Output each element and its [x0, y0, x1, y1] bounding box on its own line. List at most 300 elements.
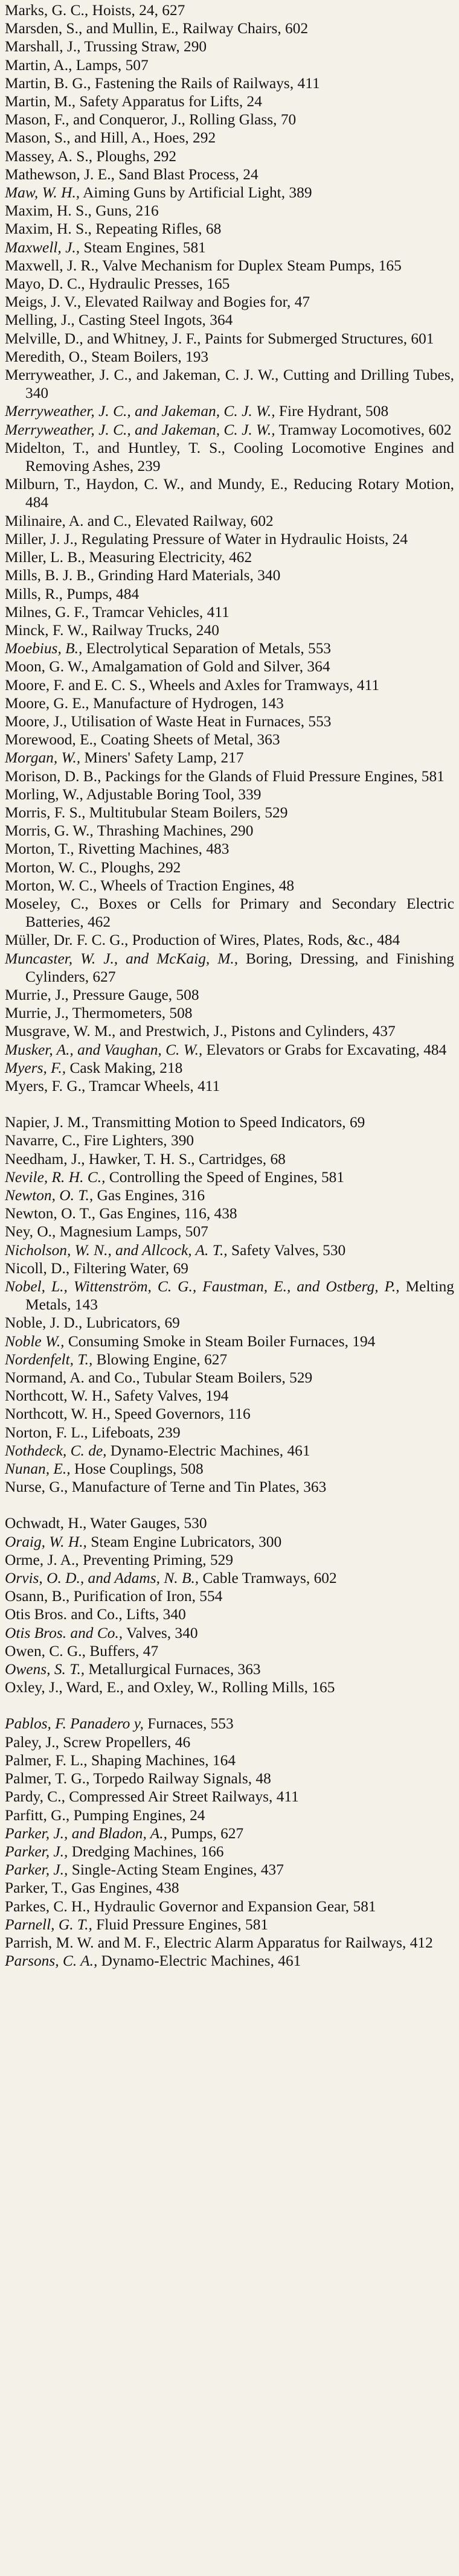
entry-name: Owen, C. G., — [5, 1642, 86, 1660]
entry-subject: Purification of Iron, 554 — [73, 1588, 223, 1605]
entry-subject: Safety Valves, 530 — [231, 1241, 346, 1259]
entry-name: Nothdeck, C. de, — [5, 1442, 107, 1459]
index-entry — [5, 749, 454, 767]
entry-subject: Cooling Locomotive Engines and Removing Ashes, 239 — [25, 439, 454, 475]
entry-name: Nurse, G., — [5, 1478, 68, 1496]
entry-name: Northcott, W. H., — [5, 1405, 111, 1423]
entry-name: Nevile, R. H. C., — [5, 1168, 106, 1186]
entry-name: Otis Bros. and Co., — [5, 1606, 123, 1623]
entry-name: Maxwell, J. R., — [5, 257, 99, 274]
entry-subject: Cable Tramways, 602 — [202, 1570, 337, 1587]
index-entry — [5, 1387, 454, 1405]
index-entry — [5, 1424, 454, 1442]
entry-subject: Wheels of Traction Engines, 48 — [100, 877, 295, 894]
entry-name: Moore, F. and E. C. S., — [5, 676, 146, 694]
entry-name: Myers, F., — [5, 1059, 66, 1076]
entry-name: Morling, W., — [5, 785, 83, 803]
index-entry — [5, 202, 454, 220]
index-entry — [5, 19, 454, 37]
entry-name: Palmer, T. G., — [5, 1770, 90, 1788]
entry-subject: Preventing Priming, 529 — [83, 1551, 234, 1568]
index-entry — [5, 330, 454, 348]
index-entry — [5, 1241, 454, 1259]
entry-name: Meredith, O., — [5, 348, 88, 365]
entry-name: Noble W., — [5, 1332, 65, 1350]
entry-subject: Hydraulic Presses, 165 — [88, 275, 230, 293]
entry-subject: Wheels and Axles for Tramways, 411 — [149, 676, 380, 694]
entry-name: Miller, J. J., — [5, 530, 78, 548]
index-entry — [5, 275, 454, 293]
entry-name: Moseley, C., — [5, 895, 89, 912]
index-entry — [5, 986, 454, 1004]
entry-name: Moon, G. W., — [5, 658, 89, 676]
index-entry — [5, 1934, 454, 1952]
index-entry — [5, 1678, 454, 1696]
entry-subject: Water Gauges, 530 — [90, 1515, 207, 1532]
index-entry — [5, 767, 454, 785]
index-entry — [5, 785, 454, 804]
entry-name: Musgrave, W. M., and Prestwich, J., — [5, 1023, 228, 1040]
entry-subject: Shaping Machines, 164 — [91, 1751, 236, 1769]
entry-subject: Sand Blast Process, 24 — [118, 165, 258, 183]
index-entry — [5, 1460, 454, 1478]
entry-subject: Hydraulic Governor and Expansion Gear, 581 — [94, 1897, 376, 1915]
entry-subject: Multitubular Steam Boilers, 529 — [89, 804, 288, 821]
index-entry — [5, 566, 454, 584]
index-entry — [5, 1769, 454, 1788]
entry-subject: Tubular Steam Boilers, 529 — [143, 1369, 313, 1387]
entry-name: Miller, L. B., — [5, 549, 85, 566]
entry-name: Newton, O. T., — [5, 1187, 94, 1204]
entry-name: Ney, O., — [5, 1223, 56, 1241]
entry-name: Parker, J., and Bladon, A., — [5, 1824, 167, 1842]
index-entry — [5, 110, 454, 129]
entry-name: Nicholson, W. N., and Allcock, A. T., — [5, 1241, 228, 1259]
entry-subject: Tramcar Wheels, 411 — [89, 1077, 220, 1095]
index-entry — [5, 1533, 454, 1551]
index-entry — [5, 548, 454, 566]
entry-subject: Valves, 340 — [126, 1624, 198, 1641]
entry-name: Parker, J., — [5, 1843, 68, 1860]
entry-name: Maxwell, J., — [5, 238, 80, 256]
entry-subject: Cutting and Drilling Tubes, 340 — [25, 366, 454, 402]
entry-subject: Tramcar Vehicles, 411 — [92, 603, 230, 621]
entry-name: Orvis, O. D., and Adams, N. B., — [5, 1570, 199, 1587]
entry-name: Murrie, J., — [5, 1005, 69, 1022]
entry-name: Pablos, F. Panadero y, — [5, 1715, 144, 1733]
entry-subject: Pistons and Cylinders, 437 — [231, 1023, 396, 1040]
index-entry — [5, 1806, 454, 1824]
entry-subject: Fire Hydrant, 508 — [278, 403, 389, 420]
index-entry — [5, 293, 454, 311]
entry-name: Murrie, J., — [5, 986, 69, 1003]
entry-subject: Elevated Railway and Bogies for, 47 — [85, 293, 310, 311]
entry-subject: Fluid Pressure Engines, 581 — [96, 1916, 269, 1933]
entry-subject: Steam Engines, 581 — [83, 238, 206, 256]
index-entry — [5, 1733, 454, 1751]
entry-subject: Elevated Railway, 602 — [135, 512, 274, 529]
index-entry — [5, 657, 454, 676]
index-entry — [5, 512, 454, 530]
entry-subject: Packings for the Glands of Fluid Pressure Engines, 581 — [104, 767, 445, 785]
entry-name: Mathewson, J. E., — [5, 165, 115, 183]
entry-name: Palmer, F. L., — [5, 1751, 88, 1769]
entry-name: Merryweather, J. C., and Jakeman, C. J. W., — [5, 403, 275, 420]
entry-name: Ochwadt, H., — [5, 1515, 87, 1532]
entry-name: Pardy, C., — [5, 1788, 65, 1806]
index-entry — [5, 1916, 454, 1934]
index-entry — [5, 1259, 454, 1277]
entry-name: Morton, W. C., — [5, 858, 97, 876]
index-entry — [5, 1350, 454, 1369]
entry-subject: Electric Alarm Apparatus for Railways, 412 — [164, 1934, 433, 1951]
entry-subject: Lifts, 340 — [126, 1606, 186, 1623]
entry-subject: Boring, Dressing, and Finishing Cylinders, 627 — [25, 950, 454, 985]
entry-subject: Measuring Electricity, 462 — [89, 549, 252, 566]
entry-name: Morison, D. B., — [5, 767, 101, 785]
entry-subject: Utilisation of Waste Heat in Furnaces, 553 — [71, 712, 332, 730]
entry-subject: Steam Engine Lubricators, 300 — [91, 1533, 282, 1550]
index-entry — [5, 603, 454, 621]
entry-name: Orme, J. A., — [5, 1551, 79, 1568]
entry-name: Norton, F. L., — [5, 1424, 88, 1441]
index-entry — [5, 1843, 454, 1861]
section-gap — [5, 1095, 454, 1113]
index-entry — [5, 165, 454, 184]
index-entry — [5, 676, 454, 694]
index-entry — [5, 439, 454, 475]
index-entry — [5, 184, 454, 202]
entry-subject: Rivetting Machines, 483 — [78, 840, 230, 858]
index-entry — [5, 1715, 454, 1733]
index-entry — [5, 1004, 454, 1022]
entry-subject: Steam Boilers, 193 — [91, 348, 209, 365]
entry-name: Northcott, W. H., — [5, 1387, 111, 1405]
entry-subject: Cartridges, 68 — [199, 1150, 286, 1168]
index-entry — [5, 895, 454, 931]
entry-name: Merryweather, J. C., and Jakeman, C. J. W., — [5, 421, 275, 438]
index-entry — [5, 1168, 454, 1186]
index-entry — [5, 639, 454, 657]
entry-subject: Lifeboats, 239 — [91, 1424, 181, 1441]
entry-name: Nunan, E., — [5, 1460, 71, 1478]
entry-subject: Safety Apparatus for Lifts, 24 — [79, 93, 262, 110]
entry-subject: Rolling Mills, 165 — [222, 1679, 335, 1696]
entry-name: Nobel, L., Wittenström, C. G., Faustman, E., and Ostberg, P., — [5, 1278, 400, 1296]
index-entry — [5, 56, 454, 74]
index-entry — [5, 257, 454, 275]
entry-subject: Elevators or Grabs for Excavating, 484 — [206, 1041, 447, 1058]
entry-subject: Rolling Glass, 70 — [189, 111, 297, 129]
entry-name: Musker, A., and Vaughan, C. W., — [5, 1041, 203, 1058]
entry-name: Osann, B., — [5, 1588, 70, 1605]
entry-subject: Ploughs, 292 — [96, 147, 177, 165]
index-entry — [5, 311, 454, 329]
entry-name: Martin, A., — [5, 56, 72, 74]
entry-subject: Railway Chairs, 602 — [182, 20, 309, 37]
entry-name: Morris, F. S., — [5, 804, 86, 821]
entry-subject: Lamps, 507 — [75, 56, 149, 74]
entry-subject: Aiming Guns by Artificial Light, 389 — [83, 184, 312, 202]
index-entry — [5, 1751, 454, 1769]
entry-subject: Miners' Safety Lamp, 217 — [84, 749, 244, 767]
index-entry — [5, 1624, 454, 1642]
entry-subject: Torpedo Railway Signals, 48 — [93, 1770, 271, 1788]
entry-subject: Filtering Water, 69 — [73, 1259, 188, 1277]
entry-name: Oxley, J., Ward, E., and Oxley, W., — [5, 1679, 219, 1696]
entry-name: Mason, F., and Conqueror, J., — [5, 111, 185, 129]
entry-subject: Pumping Engines, 24 — [73, 1806, 205, 1824]
index-entry — [5, 1405, 454, 1423]
entry-subject: Tramway Locomotives, 602 — [278, 421, 452, 438]
index-entry — [5, 1204, 454, 1222]
entry-name: Marsden, S., and Mullin, E., — [5, 20, 179, 37]
index-entry — [5, 1897, 454, 1916]
index-entry — [5, 1952, 454, 1970]
entry-name: Moebius, B., — [5, 640, 83, 657]
section-gap — [5, 1496, 454, 1514]
entry-name: Mason, S., and Hill, A., — [5, 129, 150, 147]
index-entry — [5, 621, 454, 639]
entry-subject: Pumps, 484 — [66, 585, 140, 602]
index-entry — [5, 348, 454, 366]
entry-name: Mills, R., — [5, 585, 63, 602]
entry-name: Otis Bros. and Co., — [5, 1624, 123, 1641]
entry-subject: Melting Metals, 143 — [25, 1278, 454, 1314]
index-entry — [5, 822, 454, 840]
index-entry — [5, 1131, 454, 1149]
index-entry — [5, 1369, 454, 1387]
entry-subject: Trussing Straw, 290 — [84, 38, 207, 56]
entry-name: Paley, J., — [5, 1733, 60, 1751]
index-entry — [5, 1277, 454, 1314]
index-entry — [5, 1442, 454, 1460]
index-entry — [5, 585, 454, 603]
index-entry — [5, 1660, 454, 1678]
entry-name: Moore, G. E., — [5, 694, 89, 712]
entry-name: Moore, J., — [5, 712, 67, 730]
entry-name: Morewood, E., — [5, 731, 97, 749]
index-entry — [5, 1879, 454, 1897]
index-entry — [5, 1113, 454, 1131]
entry-subject: Consuming Smoke in Steam Boiler Furnaces, 194 — [68, 1332, 376, 1350]
entry-name: Parfitt, G., — [5, 1806, 70, 1824]
index-entry — [5, 1478, 454, 1496]
entry-subject: Pressure Gauge, 508 — [72, 986, 199, 1003]
entry-name: Noble, J. D., — [5, 1314, 83, 1332]
entry-subject: Railway Trucks, 240 — [92, 621, 219, 639]
entry-subject: Repeating Rifles, 68 — [95, 220, 222, 238]
index-entry — [5, 1551, 454, 1569]
index-entry — [5, 1642, 454, 1660]
entry-subject: Gas Engines, 116, 438 — [99, 1205, 237, 1222]
index-entry — [5, 1861, 454, 1879]
entry-name: Normand, A. and Co., — [5, 1369, 140, 1387]
section-gap — [5, 1696, 454, 1715]
entry-subject: Pumps, 627 — [171, 1824, 244, 1842]
index-entry — [5, 74, 454, 92]
entry-name: Nicoll, D., — [5, 1259, 70, 1277]
entry-name: Müller, Dr. F. C. G., — [5, 932, 129, 949]
entry-subject: Grinding Hard Materials, 340 — [98, 567, 281, 584]
entry-name: Martin, B. G., — [5, 74, 91, 92]
index-entry — [5, 950, 454, 986]
entry-name: Maxim, H. S., — [5, 220, 92, 238]
entry-name: Maxim, H. S., — [5, 202, 92, 220]
entry-subject: Coating Sheets of Metal, 363 — [100, 731, 280, 749]
entry-subject: Transmitting Motion to Speed Indicators, 69 — [92, 1114, 365, 1131]
entry-subject: Dynamo-Electric Machines, 461 — [101, 1952, 301, 1970]
entry-subject: Single-Acting Steam Engines, 437 — [71, 1861, 284, 1879]
entry-subject: Hoists, 24, 627 — [92, 2, 185, 19]
index-entry — [5, 1788, 454, 1806]
entry-subject: Screw Propellers, 46 — [63, 1733, 191, 1751]
entry-name: Parrish, M. W. and M. F., — [5, 1934, 160, 1951]
entry-subject: Adjustable Boring Tool, 339 — [86, 785, 262, 803]
entry-name: Muncaster, W. J., and McKaig, M., — [5, 950, 239, 967]
index-entry — [5, 37, 454, 56]
index-entry — [5, 1, 454, 19]
entry-subject: Cask Making, 218 — [69, 1059, 183, 1076]
entry-subject: Buffers, 47 — [89, 1642, 159, 1660]
index-entry — [5, 730, 454, 749]
index-entry — [5, 1605, 454, 1623]
entry-subject: Hoes, 292 — [153, 129, 216, 147]
entry-name: Newton, O. T., — [5, 1205, 95, 1222]
entry-name: Parkes, C. H., — [5, 1897, 91, 1915]
entry-subject: Speed Governors, 116 — [114, 1405, 251, 1423]
entry-name: Parker, J., — [5, 1861, 68, 1879]
index-entry — [5, 877, 454, 895]
entry-subject: Manufacture of Terne and Tin Plates, 363 — [71, 1478, 327, 1496]
index-entry — [5, 1314, 454, 1332]
index-entry — [5, 366, 454, 402]
entry-name: Marshall, J., — [5, 38, 81, 56]
entry-subject: Thrashing Machines, 290 — [97, 822, 254, 840]
index-entry — [5, 238, 454, 257]
entry-name: Milburn, T., Haydon, C. W., and Mundy, E., — [5, 476, 288, 493]
entry-name: Needham, J., Hawker, T. H. S., — [5, 1150, 195, 1168]
entry-subject: Amalgamation of Gold and Silver, 364 — [91, 658, 330, 676]
entry-name: Minck, F. W., — [5, 621, 88, 639]
entry-subject: Metallurgical Furnaces, 363 — [88, 1661, 261, 1678]
entry-name: Morris, G. W., — [5, 822, 94, 840]
entry-name: Maw, W. H., — [5, 184, 80, 202]
entry-name: Napier, J. M., — [5, 1114, 89, 1131]
index-entry — [5, 475, 454, 511]
entry-subject: Guns, 216 — [95, 202, 159, 220]
index-entry — [5, 421, 454, 439]
index-entry — [5, 1150, 454, 1168]
entry-name: Morgan, W., — [5, 749, 81, 767]
entry-name: Martin, M., — [5, 93, 76, 110]
index-entry — [5, 1332, 454, 1350]
entry-name: Oraig, W. H., — [5, 1533, 87, 1550]
entry-name: Meigs, J. V., — [5, 293, 82, 311]
index-entry — [5, 220, 454, 238]
entry-subject: Fastening the Rails of Railways, 411 — [94, 74, 320, 92]
entry-name: Massey, A. S., — [5, 147, 93, 165]
index-entry — [5, 1077, 454, 1095]
entry-subject: Production of Wires, Plates, Rods, &c., 484 — [132, 932, 400, 949]
entry-subject: Lubricators, 69 — [86, 1314, 180, 1332]
entry-subject: Safety Valves, 194 — [114, 1387, 229, 1405]
index-entry — [5, 402, 454, 420]
entry-subject: Magnesium Lamps, 507 — [59, 1223, 208, 1241]
entry-subject: Hose Couplings, 508 — [74, 1460, 204, 1478]
entry-subject: Reducing Rotary Motion, 484 — [25, 476, 454, 511]
entry-name: Midelton, T., and Huntley, T. S., — [5, 439, 225, 456]
entry-subject: Dredging Machines, 166 — [71, 1843, 224, 1860]
entry-subject: Regulating Pressure of Water in Hydraulic Hoists, 24 — [81, 530, 408, 548]
entry-subject: Compressed Air Street Railways, 411 — [69, 1788, 299, 1806]
entry-subject: Dynamo-Electric Machines, 461 — [110, 1442, 310, 1459]
index-entry — [5, 858, 454, 877]
entry-name: Melling, J., — [5, 312, 75, 329]
index-entry — [5, 147, 454, 165]
index-entry — [5, 840, 454, 858]
entry-name: Parnell, G. T., — [5, 1916, 92, 1933]
entry-name: Myers, F. G., — [5, 1077, 86, 1095]
index-entry — [5, 129, 454, 147]
entry-name: Mayo, D. C., — [5, 275, 85, 293]
entry-subject: Fire Lighters, 390 — [83, 1132, 194, 1149]
entry-name: Melville, D., and Whitney, J. F., — [5, 330, 201, 347]
index-entry — [5, 1824, 454, 1843]
entry-name: Mills, B. J. B., — [5, 567, 95, 584]
entry-subject: Controlling the Speed of Engines, 581 — [109, 1168, 345, 1186]
entry-subject: Gas Engines, 316 — [97, 1187, 205, 1204]
entry-subject: Gas Engines, 438 — [71, 1879, 179, 1897]
entry-name: Owens, S. T., — [5, 1661, 85, 1678]
index-entry — [5, 530, 454, 548]
entry-subject: Manufacture of Hydrogen, 143 — [92, 694, 284, 712]
entry-subject: Furnaces, 553 — [147, 1715, 234, 1733]
index-entry — [5, 694, 454, 712]
index-entry — [5, 1587, 454, 1605]
index-entry — [5, 1022, 454, 1040]
index-entry — [5, 1059, 454, 1077]
entry-name: Parsons, C. A., — [5, 1952, 98, 1970]
index-entry — [5, 1569, 454, 1587]
entry-subject: Thermometers, 508 — [72, 1005, 193, 1022]
index-entry — [5, 712, 454, 730]
index-entry — [5, 1514, 454, 1532]
index-entry — [5, 1222, 454, 1241]
entry-subject: Casting Steel Ingots, 364 — [79, 312, 233, 329]
entry-name: Morton, T., — [5, 840, 74, 858]
entry-name: Nordenfelt, T., — [5, 1350, 93, 1368]
entry-subject: Valve Mechanism for Duplex Steam Pumps, 165 — [102, 257, 402, 274]
entry-name: Navarre, C., — [5, 1132, 80, 1149]
entry-subject: Paints for Submerged Structures, 601 — [204, 330, 434, 347]
entry-name: Milinaire, A. and C., — [5, 512, 132, 529]
index-entry — [5, 1041, 454, 1059]
entry-name: Parker, T., — [5, 1879, 68, 1897]
entry-name: Marks, G. C., — [5, 2, 89, 19]
entry-name: Morton, W. C., — [5, 877, 97, 894]
index-entry — [5, 931, 454, 949]
entry-name: Milnes, G. F., — [5, 603, 89, 621]
entry-subject: Ploughs, 292 — [100, 858, 181, 876]
index-entry — [5, 804, 454, 822]
entry-subject: Electrolytical Separation of Metals, 553 — [86, 640, 332, 657]
index-entry — [5, 1186, 454, 1204]
entry-subject: Boxes or Cells for Primary and Secondary Electric Batteries, 462 — [25, 895, 454, 931]
index-entry — [5, 92, 454, 110]
entry-subject: Blowing Engine, 627 — [96, 1350, 228, 1368]
entry-name: Merryweather, J. C., and Jakeman, C. J. W., — [5, 366, 279, 384]
